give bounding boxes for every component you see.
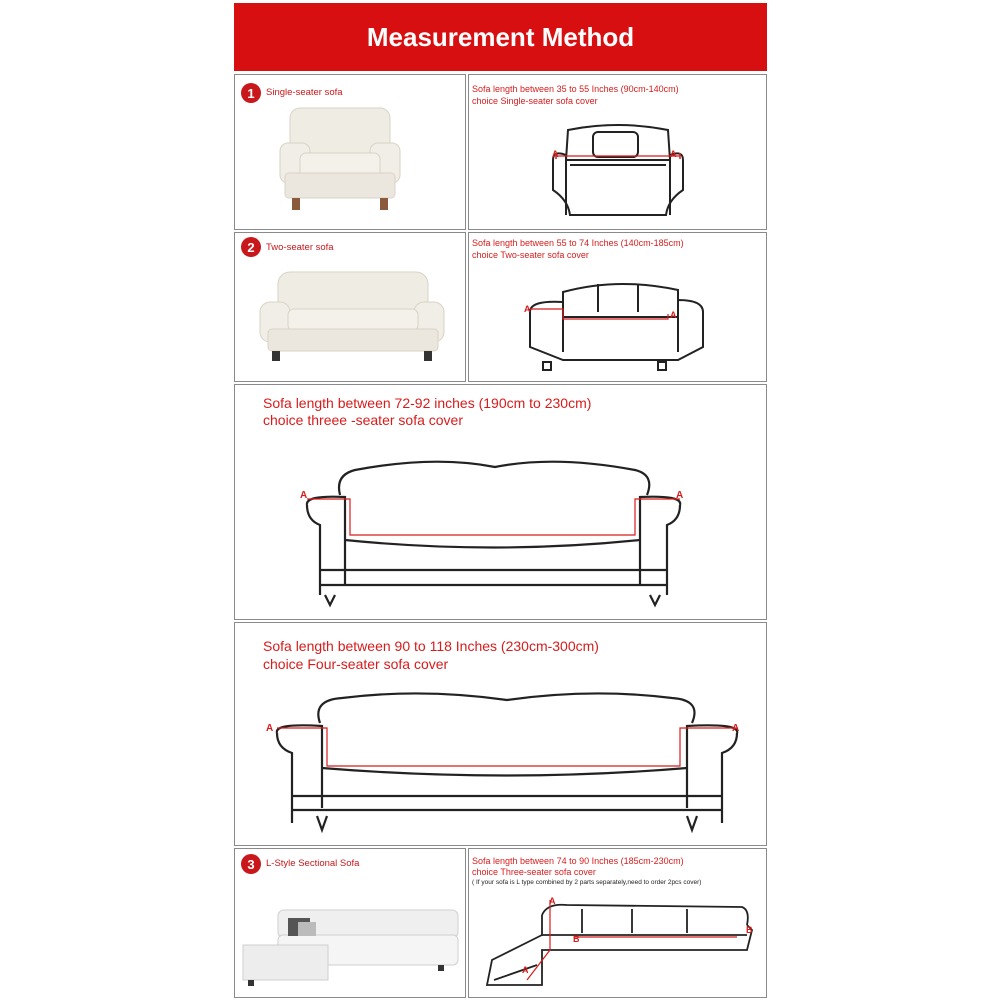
lstyle-a-bottom-marker: A	[522, 965, 529, 975]
four-a-right-marker: A	[732, 723, 740, 734]
single-a-left-marker: A	[552, 149, 559, 159]
two-sofa-photo	[258, 264, 446, 364]
single-sofa-diagram	[548, 120, 688, 220]
lstyle-b-right-marker: B	[746, 925, 753, 935]
lstyle-note-text: ( If your sofa is L type combined by 2 parts separately,need to order 2pcs cover)	[472, 879, 702, 886]
step-number-3: 3	[241, 854, 261, 874]
single-a-right-marker: A	[670, 149, 677, 159]
lstyle-a-top-marker: A	[549, 896, 556, 906]
single-size-text: Sofa length between 35 to 55 Inches (90cm-140cm)	[472, 84, 679, 94]
lstyle-sofa-diagram	[482, 895, 762, 995]
three-a-right-marker: A	[676, 490, 684, 501]
three-size-text: Sofa length between 72-92 inches (190cm to 230cm)	[263, 395, 592, 411]
single-seater-label: Single-seater sofa	[266, 87, 343, 98]
four-size-text: Sofa length between 90 to 118 Inches (230cm-300cm)	[263, 638, 599, 654]
two-sofa-diagram	[518, 272, 710, 372]
single-sofa-photo	[280, 103, 400, 213]
three-a-left-marker: A	[300, 490, 308, 501]
two-a-left-marker: A	[524, 304, 531, 314]
lstyle-choice-text: choice Three-seater sofa cover	[472, 867, 596, 877]
two-choice-text: choice Two-seater sofa cover	[472, 250, 589, 260]
lstyle-sofa-photo	[238, 900, 462, 990]
four-choice-text: choice Four-seater sofa cover	[263, 656, 449, 672]
single-choice-text: choice Single-seater sofa cover	[472, 96, 598, 106]
three-choice-text: choice threee -seater sofa cover	[263, 412, 463, 428]
step-number-1: 1	[241, 83, 261, 103]
two-seater-label: Two-seater sofa	[266, 242, 334, 253]
two-a-right-marker: A	[670, 310, 677, 320]
lstyle-b-left-marker: B	[573, 934, 580, 944]
four-sofa-diagram	[262, 688, 752, 838]
four-a-left-marker: A	[266, 723, 274, 734]
lstyle-size-text: Sofa length between 74 to 90 Inches (185cm-230cm)	[472, 856, 684, 866]
page-title: Measurement Method	[234, 3, 767, 71]
lstyle-label: L-Style Sectional Sofa	[266, 858, 360, 869]
two-size-text: Sofa length between 55 to 74 Inches (140cm-185cm)	[472, 238, 684, 248]
step-number-2: 2	[241, 237, 261, 257]
three-sofa-diagram	[295, 455, 695, 615]
